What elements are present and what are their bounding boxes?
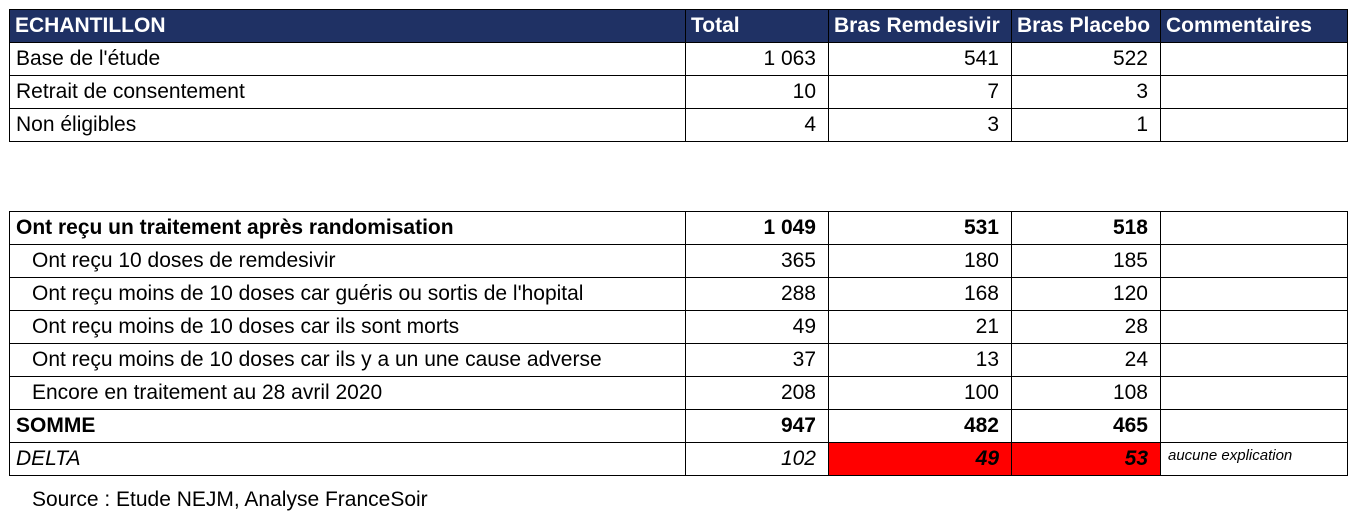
- remdesivir-cell: 531: [829, 212, 1012, 245]
- total-cell: 10: [686, 76, 829, 109]
- row-label: Ont reçu moins de 10 doses car guéris ou sortis de l'hopital: [10, 278, 686, 311]
- delta-label: DELTA: [10, 443, 686, 476]
- source-note: Source : Etude NEJM, Analyse FranceSoir: [32, 488, 428, 511]
- comment-cell: [1161, 245, 1348, 278]
- row-label: Ont reçu 10 doses de remdesivir: [10, 245, 686, 278]
- table-row: [10, 245, 1348, 278]
- comment-cell: [1161, 377, 1348, 410]
- remdesivir-cell: 541: [829, 43, 1012, 76]
- table-row: [10, 377, 1348, 410]
- total-cell: 49: [686, 311, 829, 344]
- sum-remdesivir-cell: 482: [829, 410, 1012, 443]
- header-total: Total: [686, 10, 829, 43]
- remdesivir-cell: 168: [829, 278, 1012, 311]
- comment-cell: [1161, 212, 1348, 245]
- row-label: Encore en traitement au 28 avril 2020: [10, 377, 686, 410]
- total-cell: 4: [686, 109, 829, 142]
- row-label: Base de l'étude: [10, 43, 686, 76]
- table-row: [10, 311, 1348, 344]
- comment-cell: [1161, 109, 1348, 142]
- table-row: [10, 212, 1348, 245]
- comment-cell: [1161, 76, 1348, 109]
- comment-cell: [1161, 311, 1348, 344]
- header-commentaires: Commentaires: [1161, 10, 1348, 43]
- total-cell: 1 063: [686, 43, 829, 76]
- table-row: [10, 278, 1348, 311]
- remdesivir-cell: 13: [829, 344, 1012, 377]
- placebo-cell: 3: [1012, 76, 1161, 109]
- sample-table: [9, 9, 1348, 142]
- sum-total-cell: 947: [686, 410, 829, 443]
- comment-cell: [1161, 344, 1348, 377]
- remdesivir-cell: 21: [829, 311, 1012, 344]
- delta-remdesivir-cell: 49: [829, 443, 1012, 476]
- sum-placebo-cell: 465: [1012, 410, 1161, 443]
- delta-comment-cell: aucune explication: [1161, 443, 1348, 476]
- placebo-cell: 518: [1012, 212, 1161, 245]
- sum-row: [10, 410, 1348, 443]
- row-label: Non éligibles: [10, 109, 686, 142]
- remdesivir-cell: 3: [829, 109, 1012, 142]
- total-cell: 1 049: [686, 212, 829, 245]
- sample-header-row: [10, 10, 1348, 43]
- header-echantillon: ECHANTILLON: [10, 10, 686, 43]
- row-label: Ont reçu moins de 10 doses car ils sont morts: [10, 311, 686, 344]
- placebo-cell: 24: [1012, 344, 1161, 377]
- total-cell: 365: [686, 245, 829, 278]
- sum-comment-cell: [1161, 410, 1348, 443]
- header-placebo: Bras Placebo: [1012, 10, 1161, 43]
- row-label: Retrait de consentement: [10, 76, 686, 109]
- table-row: [10, 344, 1348, 377]
- placebo-cell: 108: [1012, 377, 1161, 410]
- placebo-cell: 522: [1012, 43, 1161, 76]
- delta-total-cell: 102: [686, 443, 829, 476]
- delta-placebo-cell: 53: [1012, 443, 1161, 476]
- row-label: Ont reçu moins de 10 doses car ils y a un une cause adverse: [10, 344, 686, 377]
- total-cell: 208: [686, 377, 829, 410]
- table-row: [10, 109, 1348, 142]
- table-row: [10, 43, 1348, 76]
- total-cell: 288: [686, 278, 829, 311]
- row-label: Ont reçu un traitement après randomisation: [10, 212, 686, 245]
- remdesivir-cell: 7: [829, 76, 1012, 109]
- placebo-cell: 185: [1012, 245, 1161, 278]
- delta-row: [10, 443, 1348, 476]
- placebo-cell: 28: [1012, 311, 1161, 344]
- remdesivir-cell: 180: [829, 245, 1012, 278]
- placebo-cell: 120: [1012, 278, 1161, 311]
- table-row: [10, 76, 1348, 109]
- remdesivir-cell: 100: [829, 377, 1012, 410]
- comment-cell: [1161, 43, 1348, 76]
- total-cell: 37: [686, 344, 829, 377]
- treatment-table: [9, 211, 1348, 476]
- comment-cell: [1161, 278, 1348, 311]
- placebo-cell: 1: [1012, 109, 1161, 142]
- header-remdesivir: Bras Remdesivir: [829, 10, 1012, 43]
- sum-label: SOMME: [10, 410, 686, 443]
